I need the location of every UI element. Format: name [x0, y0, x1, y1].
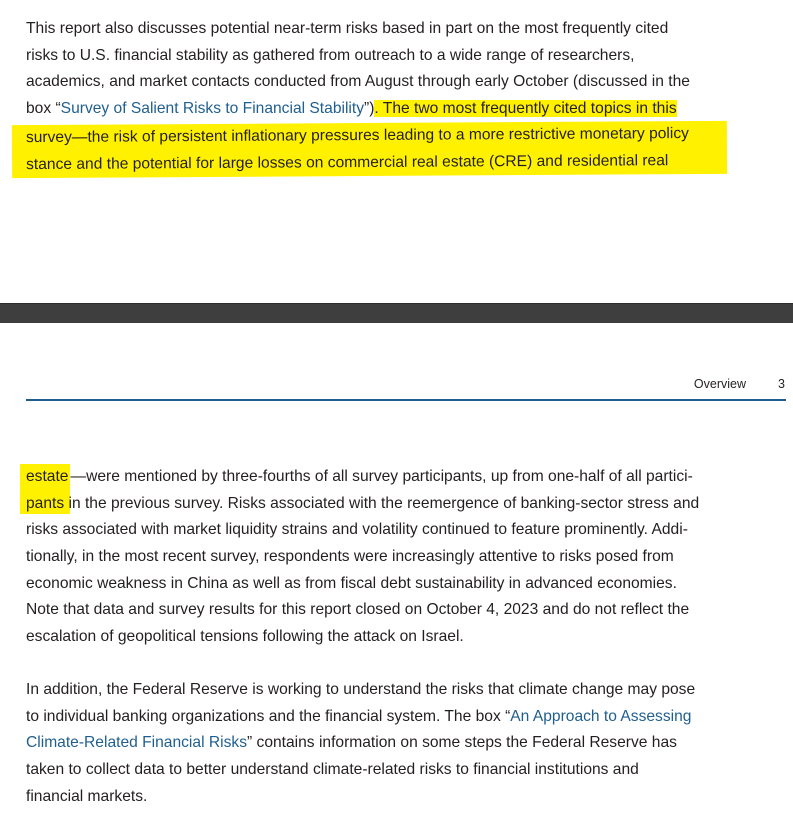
text-line: pants in the previous survey. Risks associated with the reemergence of banking-sector stress and	[26, 494, 700, 512]
text-line: academics, and market contacts conducted from August through early October (discussed in the	[26, 73, 690, 91]
highlighted-line: survey—the risk of persistent inflationary pressures leading to a more restrictive monetary policy	[25, 124, 689, 146]
text-line	[26, 464, 699, 491]
survey-salient-risks-link[interactable]: Survey of Salient Risks to Financial Stability	[60, 100, 365, 118]
highlighted-text	[374, 100, 676, 117]
text-line	[26, 96, 727, 123]
climate-risks-link[interactable]: An Approach to Assessing	[510, 707, 692, 725]
page-divider	[0, 303, 793, 323]
text-line: risks associated with market liquidity strains and volatility continued to feature prominently. Addi-	[26, 521, 688, 539]
header-rule	[26, 399, 786, 401]
text-span: box “	[26, 100, 61, 118]
text-line: risks to U.S. financial stability as gathered from outreach to a wide range of researchers,	[26, 46, 635, 64]
climate-risks-link-continued[interactable]: Climate-Related Financial Risks	[26, 734, 247, 752]
paragraph-near-term-risks	[26, 16, 727, 176]
highlighted-line: stance and the potential for large losses on commercial real estate (CRE) and residential real	[26, 151, 669, 173]
paragraph-climate-risks	[26, 677, 695, 810]
running-header	[26, 374, 786, 400]
text-line: tionally, in the most recent survey, respondents were increasingly attentive to risks posed from	[26, 548, 674, 566]
highlighted-span: The two most frequently cited topics in this	[378, 100, 677, 118]
text-span: ”)	[364, 100, 375, 118]
paragraph-survey-results	[26, 464, 699, 651]
page-number: 3	[778, 377, 785, 391]
text-line	[26, 704, 695, 731]
text-line: financial markets.	[26, 787, 148, 805]
highlighted-dot: .	[374, 100, 379, 118]
text-line	[26, 730, 695, 757]
highlight-block	[12, 121, 727, 179]
text-line: Note that data and survey results for this report closed on October 4, 2023 and do not reflect the	[26, 601, 690, 619]
text-line: In addition, the Federal Reserve is working to understand the risks that climate change may pose	[26, 681, 696, 698]
text-line: This report also discusses potential near-term risks based in part on the most frequently cited	[26, 20, 669, 37]
text-span: —were mentioned by three-fourths of all survey participants, up from one-half of all partici-	[70, 468, 693, 485]
text-line: economic weakness in China as well as from fiscal debt sustainability in advanced economies.	[26, 574, 677, 592]
text-line: taken to collect data to better understand climate-related risks to financial institutions and	[26, 761, 639, 779]
header-section-title: Overview	[693, 377, 746, 391]
text-span: to individual banking organizations and the financial system. The box “	[26, 707, 511, 725]
highlighted-word: estate	[20, 464, 70, 514]
text-span: ” contains information on some steps the Federal Reserve has	[247, 734, 677, 752]
text-line: escalation of geopolitical tensions following the attack on Israel.	[26, 628, 464, 646]
